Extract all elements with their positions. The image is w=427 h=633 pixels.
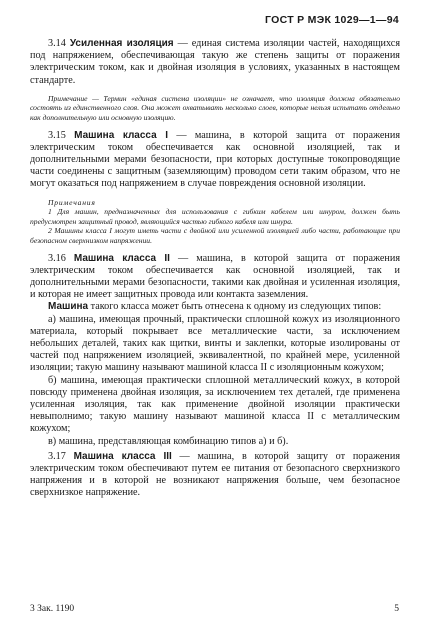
- section-text: — машина, в которой защиту от поражения электрическим током обеспечивают путем ее питания от безопасного сверхнизкого напряжения и в которой не возникают напряжения больше, чем безопасное сверхнизкое напряжение.: [30, 450, 401, 499]
- notes-title-3-15: Примечания: [48, 197, 96, 207]
- section-term: Усиленная изоляция: [69, 38, 174, 49]
- section-number: 3.15: [48, 129, 66, 141]
- standard-header: ГОСТ Р МЭК 1029—1—94: [265, 14, 399, 26]
- type-c: в) машина, представляющая комбинацию типов а) и б).: [48, 435, 289, 447]
- section-3-16: [30, 253, 400, 302]
- note-3-15-2: 2 Машины класса I могут иметь части с двойной или усиленной изоляцией либо части, работающие при безопасном сверхнизком напряжении.: [30, 226, 400, 245]
- note-3-15-1: 1 Для машин, предназначенных для использования с гибким кабелем или шнуром, должен быть предусмотрен защитный провод, являющийся частью гибкого кабеля или шнура.: [30, 207, 400, 226]
- section-number: 3.14: [48, 38, 66, 49]
- section-3-14: [30, 38, 400, 87]
- document-body: [30, 38, 400, 500]
- section-3-17: [30, 451, 400, 500]
- section-text: — машина, в которой защита от поражения электрическим током обеспечивается как основной изоляцией, так и дополнительными мерами безопасности, такими как двойная и усиленная изоляция, и которая не имеет защитных провода или контакта заземления.: [30, 252, 401, 301]
- section-term: Машина класса III: [73, 450, 172, 462]
- section-text: — машина, в которой защита от поражения электрическим током обеспечивается как основной изоляцией, так и дополнительными мерами безопасности, при которых доступные токопроводящие части соединены с защитным (заземляющим) проводом сети таким образом, что не могут оказаться под напряжением в случае повреждения основной изоляции.: [30, 129, 401, 190]
- note-3-14: Примечание — Термин «единая система изоляции» не означает, что изоляция должна обязательно состоять из единственного слоя. Она может охватывать несколько слоев, которые нельзя испытать отдельно как дополнительную или основную изоляцию.: [30, 93, 400, 122]
- type-b: б) машина, имеющая практически сплошной металлический кожух, в которой повсюду применена двойная изоляция, за исключением тех деталей, где применена усиленная изоляция, так как применение двойной изоляции практически невыполнимо; такую машину называют машиной класса II с металлическим кожухом;: [30, 374, 400, 435]
- section-number: 3.17: [48, 450, 66, 462]
- section-text: такого класса может быть отнесена к одному из следующих типов:: [88, 301, 382, 313]
- section-3-15: [30, 130, 400, 191]
- page-number: 5: [394, 604, 399, 614]
- section-term: Машина класса II: [73, 252, 170, 264]
- footer-order-number: 3 Зак. 1190: [30, 604, 75, 614]
- type-a: а) машина, имеющая прочный, практически сплошной кожух из изоляционного материала, который покрывает все металлические части, за исключением небольших деталей, таких как щитки, винты и заклепки, которые изолированы от частей под напряжением изоляцией, эквивалентной, по крайней мере, усиленной изоляции; такую машину называют машиной класса II с изоляционным кожухом;: [30, 313, 400, 374]
- section-term: Машина класса I: [74, 129, 169, 141]
- section-text: — единая система изоляции частей, находящихся под напряжением, обеспечивающая такую же степень защиты от поражения электрическим током, как и двойная изоляция в условиях, указанных в настоящем стандарте.: [30, 38, 401, 86]
- section-3-16-types-intro: [30, 301, 400, 313]
- section-term: Машина: [48, 301, 89, 313]
- section-number: 3.16: [48, 252, 66, 264]
